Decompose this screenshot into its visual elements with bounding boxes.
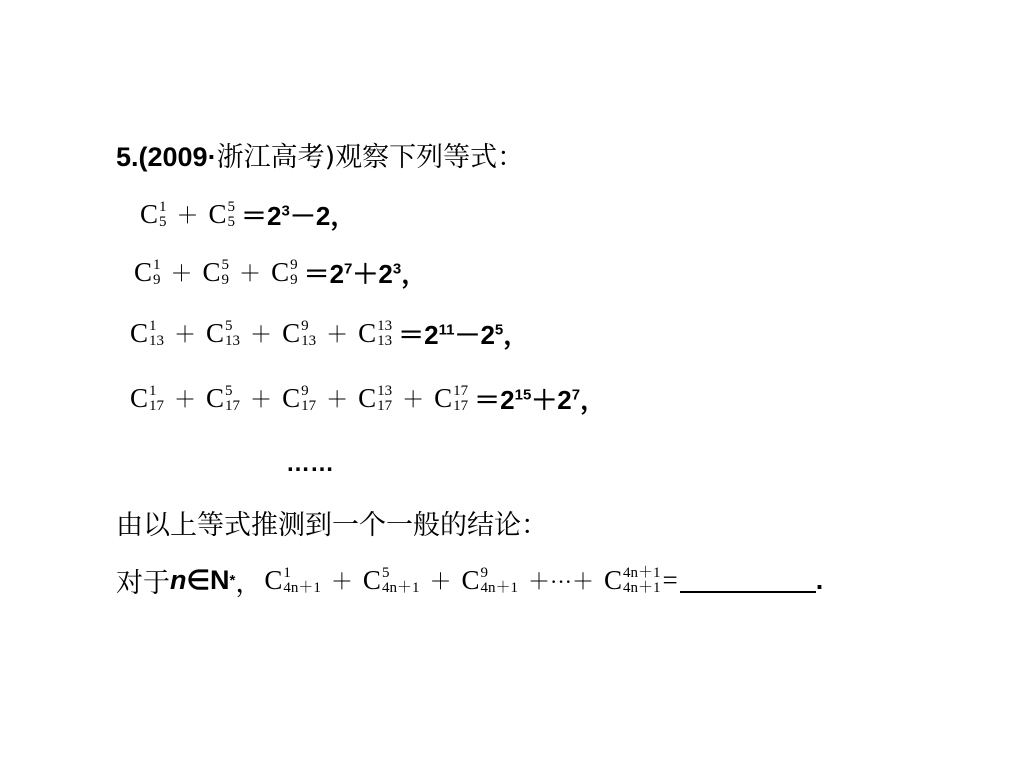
comb-sub: 13 xyxy=(149,332,165,349)
comb-term xyxy=(358,318,392,349)
comb-sup: 5 xyxy=(225,317,233,334)
equation-rhs: $=2^3-2$， xyxy=(241,201,357,231)
comb-symbol: C xyxy=(434,383,453,413)
question-sum xyxy=(262,565,662,596)
comb-term xyxy=(264,565,321,596)
comb-term xyxy=(282,383,316,414)
problem-source-text: 浙江高考)观察下列等式： xyxy=(216,142,525,173)
comb-sup: 5 xyxy=(381,564,390,581)
equation-1 xyxy=(138,196,356,233)
comb-term-last xyxy=(604,565,661,596)
comb-symbol: C xyxy=(282,318,301,348)
plus-sign: ＋···＋ xyxy=(528,569,594,594)
plus-sign: ＋ xyxy=(326,322,349,347)
comb-symbol: C xyxy=(206,383,225,413)
question-period: . xyxy=(815,565,824,595)
comb-symbol: C xyxy=(603,565,622,595)
plus-sign: ＋ xyxy=(170,261,193,286)
comb-sup: 13 xyxy=(377,382,393,399)
comb-term xyxy=(203,257,230,288)
comb-sup: 1 xyxy=(159,198,167,215)
comb-term xyxy=(282,318,316,349)
comb-symbol: C xyxy=(206,318,225,348)
equals-sign: = xyxy=(662,565,678,595)
comb-sup: 1 xyxy=(149,382,157,399)
comb-term xyxy=(130,383,164,414)
comb-term xyxy=(271,257,298,288)
conclusion-text: 由以上等式推测到一个一般的结论： xyxy=(116,510,548,541)
equation-4 xyxy=(128,380,606,417)
plus-sign: ＋ xyxy=(429,569,452,594)
variable-n: n xyxy=(170,565,187,595)
comb-sub: 9 xyxy=(153,271,161,288)
equation-rhs: $=2^7+2^3$， xyxy=(303,259,428,289)
comb-sub: 13 xyxy=(301,332,317,349)
comb-sub: 5 xyxy=(227,213,236,230)
equation-rhs: $=2^{15}+2^7$， xyxy=(474,385,607,415)
comb-sub: 13 xyxy=(225,332,241,349)
comb-term xyxy=(206,318,240,349)
comb-sub: 4n＋1 xyxy=(480,579,518,596)
ellipsis: …… xyxy=(286,450,334,477)
comb-sup: 5 xyxy=(227,198,236,215)
comb-sub: 17 xyxy=(225,397,241,414)
comb-term xyxy=(130,318,164,349)
plus-sign: ＋ xyxy=(250,322,273,347)
comb-sup: 13 xyxy=(377,317,393,334)
comb-sup: 9 xyxy=(301,382,309,399)
comb-symbol: C xyxy=(140,199,159,229)
plus-sign: ＋ xyxy=(174,322,197,347)
comb-term xyxy=(209,199,236,230)
comb-sup: 9 xyxy=(290,256,298,273)
comb-sup: 9 xyxy=(480,564,488,581)
comb-symbol: C xyxy=(358,383,377,413)
comb-symbol: C xyxy=(264,565,283,595)
plus-sign: ＋ xyxy=(326,387,349,412)
comb-sub: 4n＋1 xyxy=(623,579,661,596)
comb-term xyxy=(461,565,518,596)
set-star: * xyxy=(229,572,236,589)
comb-sub: 17 xyxy=(453,397,469,414)
question-line xyxy=(116,561,823,600)
plus-sign: ＋ xyxy=(174,387,197,412)
comb-symbol: C xyxy=(130,383,149,413)
comb-sup: 5 xyxy=(225,382,233,399)
comb-sup: 5 xyxy=(221,256,230,273)
problem-title xyxy=(116,135,524,174)
plus-sign: ＋ xyxy=(239,261,262,286)
equation-rhs: $=2^{11}-2^5$， xyxy=(398,320,530,350)
question-comma: ， xyxy=(235,568,263,599)
set-symbol: ∈N xyxy=(186,565,230,595)
plus-sign: ＋ xyxy=(250,387,273,412)
plus-sign: ＋ xyxy=(176,203,199,228)
comb-sup: 1 xyxy=(153,256,161,273)
comb-sub: 9 xyxy=(221,271,230,288)
comb-sub: 17 xyxy=(377,397,393,414)
comb-sup: 4n＋1 xyxy=(623,564,661,581)
comb-symbol: C xyxy=(202,257,221,287)
comb-symbol: C xyxy=(362,565,381,595)
comb-symbol: C xyxy=(271,257,290,287)
comb-symbol: C xyxy=(282,383,301,413)
comb-term xyxy=(363,565,420,596)
comb-symbol: C xyxy=(208,199,227,229)
problem-number: 5.(2009· xyxy=(116,142,217,172)
comb-term xyxy=(434,383,468,414)
comb-sub: 5 xyxy=(159,213,167,230)
equation-2 xyxy=(132,254,427,291)
comb-symbol: C xyxy=(134,257,153,287)
question-prefix: 对于 xyxy=(116,568,170,599)
plus-sign: ＋ xyxy=(330,569,353,594)
comb-sub: 17 xyxy=(301,397,317,414)
comb-sub: 4n＋1 xyxy=(283,579,321,596)
comb-sup: 9 xyxy=(301,317,309,334)
comb-sup: 1 xyxy=(283,564,291,581)
comb-term xyxy=(140,199,167,230)
comb-symbol: C xyxy=(130,318,149,348)
comb-sup: 1 xyxy=(149,317,157,334)
comb-term xyxy=(206,383,240,414)
comb-term xyxy=(134,257,161,288)
comb-sub: 13 xyxy=(377,332,393,349)
comb-sub: 9 xyxy=(290,271,298,288)
comb-symbol: C xyxy=(358,318,377,348)
comb-term xyxy=(358,383,392,414)
comb-symbol: C xyxy=(461,565,480,595)
comb-sup: 17 xyxy=(453,382,469,399)
equation-3 xyxy=(128,315,529,352)
comb-sub: 4n＋1 xyxy=(381,579,420,596)
plus-sign: ＋ xyxy=(402,387,425,412)
answer-blank[interactable] xyxy=(680,569,816,593)
comb-sub: 17 xyxy=(149,397,165,414)
